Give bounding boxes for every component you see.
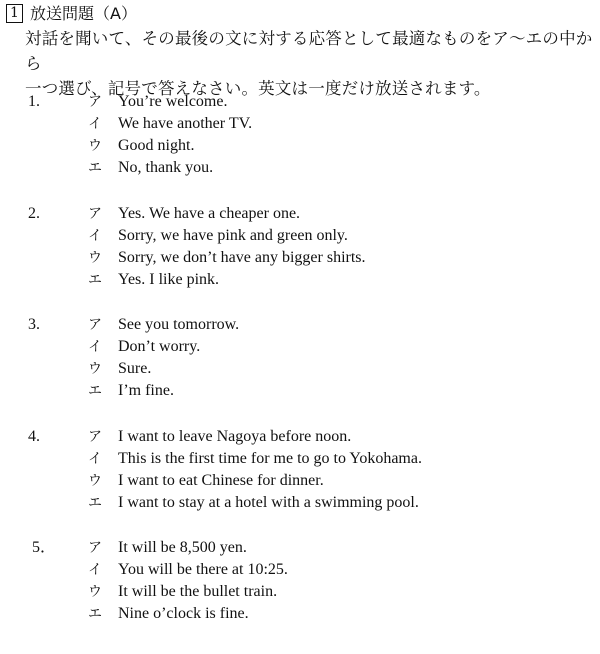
option-c bbox=[0, 358, 600, 380]
option-label: ア bbox=[88, 206, 102, 222]
option-b bbox=[0, 559, 600, 581]
option-text: You’re welcome. bbox=[118, 93, 228, 110]
option-label: エ bbox=[88, 606, 102, 622]
section-header bbox=[6, 2, 596, 101]
option-a bbox=[0, 91, 600, 113]
option-text: Sorry, we don’t have any bigger shirts. bbox=[118, 249, 366, 266]
option-d bbox=[0, 380, 600, 402]
option-label: ウ bbox=[88, 361, 102, 377]
option-text: See you tomorrow. bbox=[118, 316, 240, 333]
option-text: Yes. I like pink. bbox=[118, 271, 220, 288]
question-number: 1. bbox=[28, 93, 40, 110]
option-text: It will be 8,500 yen. bbox=[118, 539, 247, 556]
option-label: ウ bbox=[88, 138, 102, 154]
question-number: 4. bbox=[28, 428, 40, 445]
option-d bbox=[0, 269, 600, 291]
section-title-row bbox=[6, 2, 596, 24]
option-text: I want to leave Nagoya before noon. bbox=[118, 428, 352, 445]
option-text: We have another TV. bbox=[118, 115, 253, 132]
option-text: Don’t worry. bbox=[118, 338, 201, 355]
option-label: ウ bbox=[88, 584, 102, 600]
option-text: I want to eat Chinese for dinner. bbox=[118, 472, 324, 489]
option-text: Good night. bbox=[118, 137, 195, 154]
option-d bbox=[0, 492, 600, 514]
question-number: 2. bbox=[28, 205, 40, 222]
option-text: Sorry, we have pink and green only. bbox=[118, 227, 348, 244]
option-text: Yes. We have a cheaper one. bbox=[118, 205, 301, 222]
option-label: エ bbox=[88, 272, 102, 288]
option-b bbox=[0, 225, 600, 247]
option-label: ア bbox=[88, 317, 102, 333]
option-text: Nine o’clock is fine. bbox=[118, 605, 249, 622]
option-text: Sure. bbox=[118, 360, 152, 377]
option-text: I want to stay at a hotel with a swimming pool. bbox=[118, 494, 419, 511]
option-c bbox=[0, 581, 600, 603]
option-label: エ bbox=[88, 495, 102, 511]
option-b bbox=[0, 448, 600, 470]
option-text: This is the first time for me to go to Yokohama. bbox=[118, 450, 422, 467]
option-label: ア bbox=[88, 540, 102, 556]
option-d bbox=[0, 157, 600, 179]
option-c bbox=[0, 470, 600, 492]
option-label: エ bbox=[88, 383, 102, 399]
instructions bbox=[25, 26, 596, 101]
option-label: イ bbox=[88, 116, 102, 132]
option-label: ア bbox=[88, 94, 102, 110]
option-label: エ bbox=[88, 160, 102, 176]
option-text: You will be there at 10:25. bbox=[118, 561, 288, 578]
option-text: It will be the bullet train. bbox=[118, 583, 278, 600]
instructions-line-2: 一つ選び、記号で答えなさい。英文は一度だけ放送されます。 bbox=[25, 79, 491, 98]
option-a bbox=[0, 537, 600, 559]
question-number: 3. bbox=[28, 316, 40, 333]
option-a bbox=[0, 203, 600, 225]
option-label: ウ bbox=[88, 473, 102, 489]
option-label: イ bbox=[88, 451, 102, 467]
section-title: 放送問題（A） bbox=[30, 3, 137, 23]
option-a bbox=[0, 426, 600, 448]
section-number-box: 1 bbox=[6, 4, 23, 23]
option-b bbox=[0, 336, 600, 358]
option-label: ア bbox=[88, 429, 102, 445]
option-text: I’m fine. bbox=[118, 382, 174, 399]
option-b bbox=[0, 113, 600, 135]
option-label: イ bbox=[88, 339, 102, 355]
option-text: No, thank you. bbox=[118, 159, 214, 176]
question-number: 5． bbox=[32, 539, 57, 556]
option-c bbox=[0, 247, 600, 269]
option-label: イ bbox=[88, 562, 102, 578]
option-c bbox=[0, 135, 600, 157]
option-label: イ bbox=[88, 228, 102, 244]
option-d bbox=[0, 603, 600, 625]
option-label: ウ bbox=[88, 250, 102, 266]
instructions-line-1: 対話を聞いて、その最後の文に対する応答として最適なものをア〜エの中から bbox=[25, 29, 593, 73]
option-a bbox=[0, 314, 600, 336]
